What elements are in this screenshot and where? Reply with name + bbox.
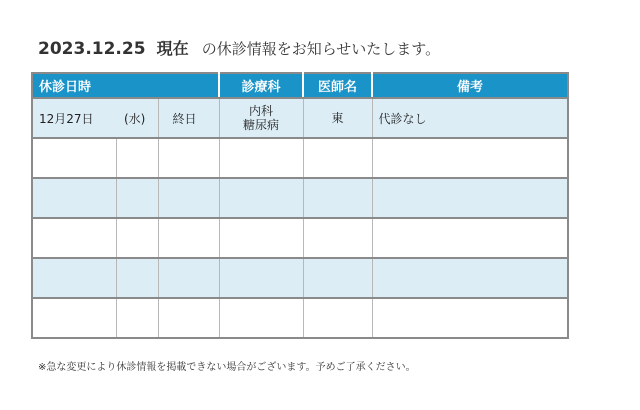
doctor-name bbox=[303, 258, 372, 298]
closure-date: 12月27日 bbox=[32, 98, 116, 138]
notes-cell bbox=[372, 218, 568, 258]
column-header-date: 休診日時 bbox=[32, 73, 219, 98]
closure-time bbox=[158, 138, 219, 178]
column-header-doctor: 医師名 bbox=[303, 73, 372, 98]
department-cell bbox=[219, 218, 303, 258]
table-row bbox=[32, 218, 568, 258]
status-label: 現在 bbox=[156, 39, 189, 58]
department-cell bbox=[219, 298, 303, 338]
table-header-row bbox=[32, 73, 568, 98]
department-cell bbox=[219, 138, 303, 178]
doctor-name bbox=[303, 178, 372, 218]
table-row bbox=[32, 178, 568, 218]
doctor-name bbox=[303, 138, 372, 178]
table-row bbox=[32, 258, 568, 298]
disclaimer-footnote: ※急な変更により休診情報を掲載できない場合がございます。予めご了承ください。 bbox=[38, 362, 416, 373]
closure-time bbox=[158, 298, 219, 338]
notes-cell bbox=[372, 178, 568, 218]
table-row bbox=[32, 138, 568, 178]
closure-date bbox=[32, 218, 116, 258]
closure-date bbox=[32, 138, 116, 178]
update-date: 2023.12.25 bbox=[38, 39, 146, 59]
notes-cell bbox=[372, 298, 568, 338]
closure-day bbox=[116, 178, 158, 218]
closure-day bbox=[116, 258, 158, 298]
page-heading bbox=[38, 36, 440, 62]
department-line: 糖尿病 bbox=[243, 118, 280, 132]
closure-day bbox=[116, 138, 158, 178]
table-row bbox=[32, 298, 568, 338]
notes-cell bbox=[372, 138, 568, 178]
notes-cell bbox=[372, 258, 568, 298]
doctor-name bbox=[303, 298, 372, 338]
department-cell bbox=[219, 178, 303, 218]
closure-day bbox=[116, 298, 158, 338]
closure-time: 終日 bbox=[158, 98, 219, 138]
closure-day bbox=[116, 218, 158, 258]
closure-time bbox=[158, 258, 219, 298]
column-header-notes: 備考 bbox=[372, 73, 568, 98]
notes-cell: 代診なし bbox=[372, 98, 568, 138]
department-cell bbox=[219, 258, 303, 298]
heading-description: の休診情報をお知らせいたします。 bbox=[201, 40, 441, 58]
closure-date bbox=[32, 178, 116, 218]
table-row bbox=[32, 98, 568, 138]
closure-date bbox=[32, 298, 116, 338]
department-cell bbox=[219, 98, 303, 138]
doctor-name bbox=[303, 218, 372, 258]
closure-time bbox=[158, 218, 219, 258]
closure-day: (水) bbox=[116, 98, 158, 138]
closure-schedule-table bbox=[31, 72, 569, 339]
doctor-name: 東 bbox=[303, 98, 372, 138]
column-header-department: 診療科 bbox=[219, 73, 303, 98]
closure-time bbox=[158, 178, 219, 218]
department-line: 内科 bbox=[249, 104, 274, 118]
closure-date bbox=[32, 258, 116, 298]
